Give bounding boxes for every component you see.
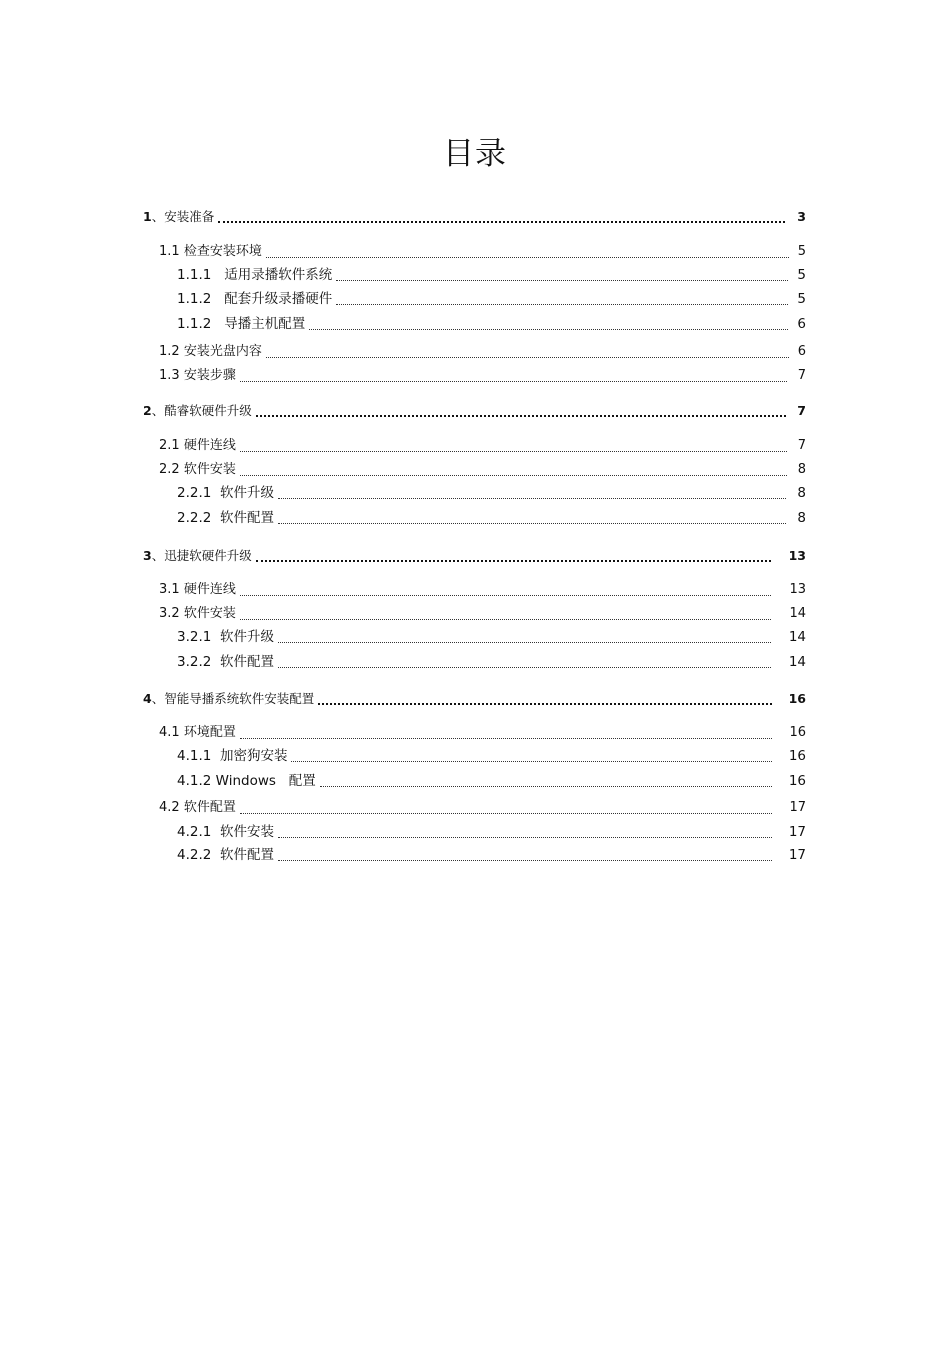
toc-entry-number: 2 <box>143 403 152 418</box>
toc-entry-text: 导播主机配置 <box>224 316 306 332</box>
toc-page-number: 5 <box>797 244 806 259</box>
toc-entry[interactable] <box>177 653 806 671</box>
toc-leader-dots <box>278 836 772 838</box>
toc-entry[interactable] <box>177 628 806 646</box>
toc-entry-text: Windows 配置 <box>215 773 316 789</box>
toc-page-number: 13 <box>788 548 806 563</box>
toc-entry[interactable] <box>177 315 806 333</box>
toc-page-number: 16 <box>788 773 806 789</box>
toc-entry-label <box>177 484 274 502</box>
toc-entry[interactable] <box>177 772 806 790</box>
toc-page-number: 7 <box>797 438 806 453</box>
toc-entry[interactable] <box>159 367 806 385</box>
toc-leader-dots <box>240 450 787 452</box>
toc-entry[interactable] <box>159 605 806 623</box>
toc-entry-separator <box>211 316 224 332</box>
toc-page-number: 14 <box>789 606 806 621</box>
toc-page-number: 17 <box>788 847 806 863</box>
toc-entry-text: 加密狗安装 <box>219 748 288 764</box>
toc-entry-text: 适用录播软件系统 <box>224 267 333 283</box>
toc-entry-number: 4.2.1 <box>177 824 212 840</box>
toc-entry-number: 3 <box>143 548 152 563</box>
toc-entry[interactable] <box>177 823 806 841</box>
toc-entry[interactable] <box>159 799 806 817</box>
toc-entry-number: 4.1 <box>159 725 180 740</box>
toc-leader-dots <box>218 220 785 223</box>
toc-leader-dots <box>240 737 773 739</box>
toc-entry[interactable] <box>143 547 806 565</box>
toc-leader-dots <box>291 760 771 762</box>
toc-page-number: 16 <box>788 748 806 764</box>
toc-entry[interactable] <box>159 437 806 455</box>
toc-entry[interactable] <box>143 690 806 708</box>
toc-entry-label <box>177 823 274 841</box>
toc-entry-label <box>159 724 236 742</box>
toc-entry-label <box>143 208 214 226</box>
toc-page-number: 14 <box>788 654 806 670</box>
toc-page-number: 8 <box>797 462 806 477</box>
toc-entry-label <box>159 343 262 361</box>
toc-entry-separator <box>211 748 220 764</box>
toc-entry-label <box>143 690 314 708</box>
toc-entry-label <box>177 509 274 527</box>
toc-entry-number: 1.1 <box>159 244 180 259</box>
toc-page-number: 3 <box>797 209 806 224</box>
toc-leader-dots <box>278 859 772 861</box>
toc-entry-separator <box>211 629 220 645</box>
toc-entry[interactable] <box>177 509 806 527</box>
toc-entry-text: 酷睿软硬件升级 <box>164 403 252 418</box>
toc-entry[interactable] <box>159 461 806 479</box>
toc-entry-number: 1.1.2 <box>177 316 212 332</box>
toc-entry-text: 软件配置 <box>219 510 274 526</box>
toc-entry-number: 3.1 <box>159 582 180 597</box>
toc-entry-label <box>177 628 274 646</box>
toc-leader-dots <box>278 666 771 668</box>
toc-entry-text: 软件配置 <box>219 654 274 670</box>
toc-entry-separator <box>211 510 220 526</box>
toc-entry-number: 4 <box>143 691 152 706</box>
toc-entry[interactable] <box>159 581 806 599</box>
toc-leader-dots <box>240 474 787 476</box>
toc-page-number: 7 <box>797 403 806 418</box>
toc-entry-label <box>159 367 236 385</box>
toc-entry-text: 软件配置 <box>219 847 274 863</box>
toc-entry-label <box>177 747 287 765</box>
toc-entry[interactable] <box>177 266 806 284</box>
toc-page-number: 6 <box>797 344 806 359</box>
toc-entry-number: 1.2 <box>159 344 180 359</box>
toc-entry-separator: 、 <box>151 691 165 706</box>
toc-page-number: 7 <box>797 368 806 383</box>
toc-leader-dots <box>318 702 771 705</box>
toc-page-number: 8 <box>797 485 806 501</box>
toc-leader-dots <box>240 594 772 596</box>
toc-entry-text: 软件升级 <box>219 629 274 645</box>
toc-entry-label <box>177 653 274 671</box>
toc-entry-label <box>177 266 332 284</box>
toc-entry-text: 软件升级 <box>219 485 274 501</box>
toc-leader-dots <box>256 559 771 562</box>
toc-entry-label <box>159 461 236 479</box>
toc-entry-number: 3.2 <box>159 606 180 621</box>
toc-leader-dots <box>256 414 787 417</box>
toc-entry[interactable] <box>159 724 806 742</box>
toc-entry-label <box>177 290 332 308</box>
toc-entry[interactable] <box>177 290 806 308</box>
toc-entry-text: 软件安装 <box>183 606 236 621</box>
toc-entry-label <box>159 437 236 455</box>
toc-leader-dots <box>336 279 788 281</box>
toc-entry-separator <box>211 267 224 283</box>
toc-entry-text: 环境配置 <box>183 725 236 740</box>
toc-entry-number: 1.1.2 <box>177 291 212 307</box>
toc-entry-separator <box>211 824 220 840</box>
toc-page-number: 16 <box>788 691 806 706</box>
toc-entry-label <box>177 772 316 790</box>
toc-entry-separator <box>211 291 224 307</box>
toc-entry-separator: 、 <box>151 403 165 418</box>
toc-entry-number: 1 <box>143 209 152 224</box>
toc-entry-separator: 、 <box>151 209 165 224</box>
toc-entry-label <box>159 581 236 599</box>
toc-leader-dots <box>336 303 788 305</box>
toc-entry-number: 3.2.1 <box>177 629 212 645</box>
toc-entry-label <box>159 605 236 623</box>
toc-leader-dots <box>240 812 773 814</box>
toc-entry-number: 1.3 <box>159 368 180 383</box>
page-title: 目录 <box>443 136 507 172</box>
toc-entry-text: 迅捷软硬件升级 <box>164 548 252 563</box>
toc-page-number: 14 <box>788 629 806 645</box>
toc-entry-label <box>143 402 252 420</box>
toc-leader-dots <box>240 618 772 620</box>
toc-page-number: 16 <box>789 725 806 740</box>
toc-page-number: 5 <box>797 267 806 283</box>
toc-entry-label <box>159 799 236 817</box>
toc-entry-text: 检查安装环境 <box>183 244 262 259</box>
toc-leader-dots <box>309 328 788 330</box>
toc-entry-separator: 、 <box>151 548 165 563</box>
toc-leader-dots <box>278 641 771 643</box>
toc-entry-label <box>177 846 274 864</box>
toc-entry-text: 软件配置 <box>183 800 236 815</box>
toc-entry-text: 安装光盘内容 <box>183 344 262 359</box>
toc-entry-number: 2.1 <box>159 438 180 453</box>
toc-entry-number: 4.1.1 <box>177 748 212 764</box>
toc-page-number: 17 <box>789 800 806 815</box>
toc-entry-number: 2.2.1 <box>177 485 212 501</box>
toc-entry[interactable] <box>143 208 806 226</box>
toc-leader-dots <box>278 522 786 524</box>
toc-entry-separator <box>211 654 220 670</box>
toc-entry-text: 软件安装 <box>183 462 236 477</box>
toc-entry-label <box>159 243 262 261</box>
toc-leader-dots <box>240 380 787 382</box>
toc-entry[interactable] <box>177 747 806 765</box>
toc-entry-label <box>177 315 305 333</box>
toc-entry-text: 安装准备 <box>164 209 215 224</box>
toc-entry-text: 配套升级录播硬件 <box>224 291 333 307</box>
toc-entry-separator <box>211 485 220 501</box>
toc-entry[interactable] <box>177 846 806 864</box>
toc-entry-text: 智能导播系统软件安装配置 <box>164 691 315 706</box>
toc-entry-text: 硬件连线 <box>183 438 236 453</box>
toc-entry-number: 4.2.2 <box>177 847 212 863</box>
toc-entry-label <box>143 547 252 565</box>
toc-entry[interactable] <box>177 484 806 502</box>
toc-page-number: 17 <box>788 824 806 840</box>
toc-entry[interactable] <box>143 402 806 420</box>
toc-page-number: 13 <box>789 582 806 597</box>
toc-leader-dots <box>320 785 772 787</box>
toc-leader-dots <box>278 497 786 499</box>
toc-entry-text: 安装步骤 <box>183 368 236 383</box>
toc-entry-text: 硬件连线 <box>183 582 236 597</box>
toc-entry-number: 4.1.2 <box>177 773 212 789</box>
toc-page-number: 5 <box>797 291 806 307</box>
toc-entry-text: 软件安装 <box>219 824 274 840</box>
toc-entry-number: 2.2.2 <box>177 510 212 526</box>
toc-entry[interactable] <box>159 343 806 361</box>
toc-entry-number: 1.1.1 <box>177 267 212 283</box>
toc-entry[interactable] <box>159 243 806 261</box>
toc-page-number: 8 <box>797 510 806 526</box>
toc-entry-number: 2.2 <box>159 462 180 477</box>
toc-entry-number: 4.2 <box>159 800 180 815</box>
toc-entry-separator <box>211 847 220 863</box>
toc-entry-number: 3.2.2 <box>177 654 212 670</box>
toc-page-number: 6 <box>797 316 806 332</box>
toc-leader-dots <box>266 256 789 258</box>
toc-leader-dots <box>266 356 789 358</box>
